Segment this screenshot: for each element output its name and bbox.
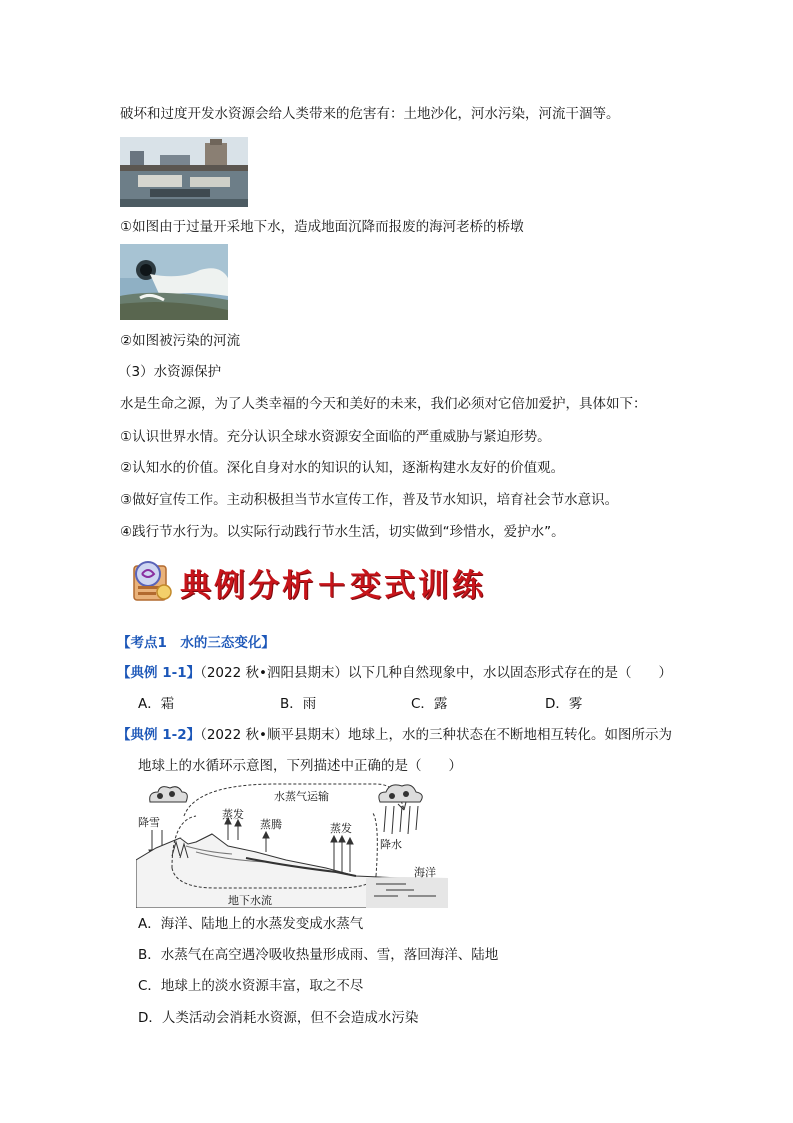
banner-title: 典例分析＋变式训练 [180,568,486,604]
intro-text: 破坏和过度开发水资源会给人类带来的危害有：土地沙化，河水污染，河流干涸等。 [120,106,620,122]
label-ocean: 海洋 [414,866,436,879]
q2-option-c: C．地球上的淡水资源丰富，取之不尽 [138,978,364,994]
label-evap-1: 蒸发 [222,808,244,821]
label-evap-2: 蒸发 [330,822,352,835]
q2-option-d: D．人类活动会消耗水资源，但不会造成水污染 [138,1010,419,1026]
question-tag: 【典例 1-1】 [117,665,201,681]
question-text: （2022 秋•泗阳县期末）以下几种自然现象中，水以固态形式存在的是（ ） [200,665,672,681]
question-1-2-cont: 地球上的水循环示意图，下列描述中正确的是（ ） [138,758,462,774]
q2-option-a: A．海洋、陆地上的水蒸发变成水蒸气 [138,916,364,932]
question-1-2 [117,725,672,745]
question-1-1 [117,663,672,683]
label-transpiration: 蒸腾 [260,818,282,831]
protect-intro: 水是生命之源，为了人类幸福的今天和美好的未来，我们必须对它倍加爱护，具体如下： [120,396,647,412]
label-snow: 降雪 [138,816,160,829]
kaodian-heading: 【考点1 水的三态变化】 [117,635,275,651]
q1-option-b: B．雨 [280,696,317,712]
protect-item-1: ①认识世界水情。充分认识全球水资源安全面临的严重威胁与紧迫形势。 [120,429,551,445]
caption-1: ①如图由于过量开采地下水，造成地面沉降而报废的海河老桥的桥墩 [120,219,524,235]
banner-icon [128,556,174,604]
protect-item-2: ②认知水的价值。深化自身对水的知识的认知，逐渐构建水友好的价值观。 [120,460,565,476]
water-cycle-diagram [136,780,448,908]
q1-option-d: D．雾 [545,696,583,712]
protect-item-3: ③做好宣传工作。主动积极担当节水宣传工作，普及节水知识，培育社会节水意识。 [120,492,619,508]
bridge-pier-photo [120,137,248,207]
label-groundwater: 地下水流 [228,894,272,907]
question-tag: 【典例 1-2】 [117,727,201,743]
label-rain: 降水 [380,838,402,851]
polluted-river-photo [120,244,228,320]
caption-2: ②如图被污染的河流 [120,333,241,349]
protect-item-4: ④践行节水行为。以实际行动践行节水生活，切实做到“珍惜水，爱护水”。 [120,524,565,540]
label-transport: 水蒸气运输 [274,790,329,803]
section-heading-3: （3）水资源保护 [118,364,222,380]
q1-option-c: C．露 [411,696,448,712]
q2-option-b: B．水蒸气在高空遇冷吸收热量形成雨、雪，落回海洋、陆地 [138,947,499,963]
question-text: （2022 秋•顺平县期末）地球上，水的三种状态在不断地相互转化。如图所示为 [200,727,672,743]
q1-option-a: A．霜 [138,696,175,712]
